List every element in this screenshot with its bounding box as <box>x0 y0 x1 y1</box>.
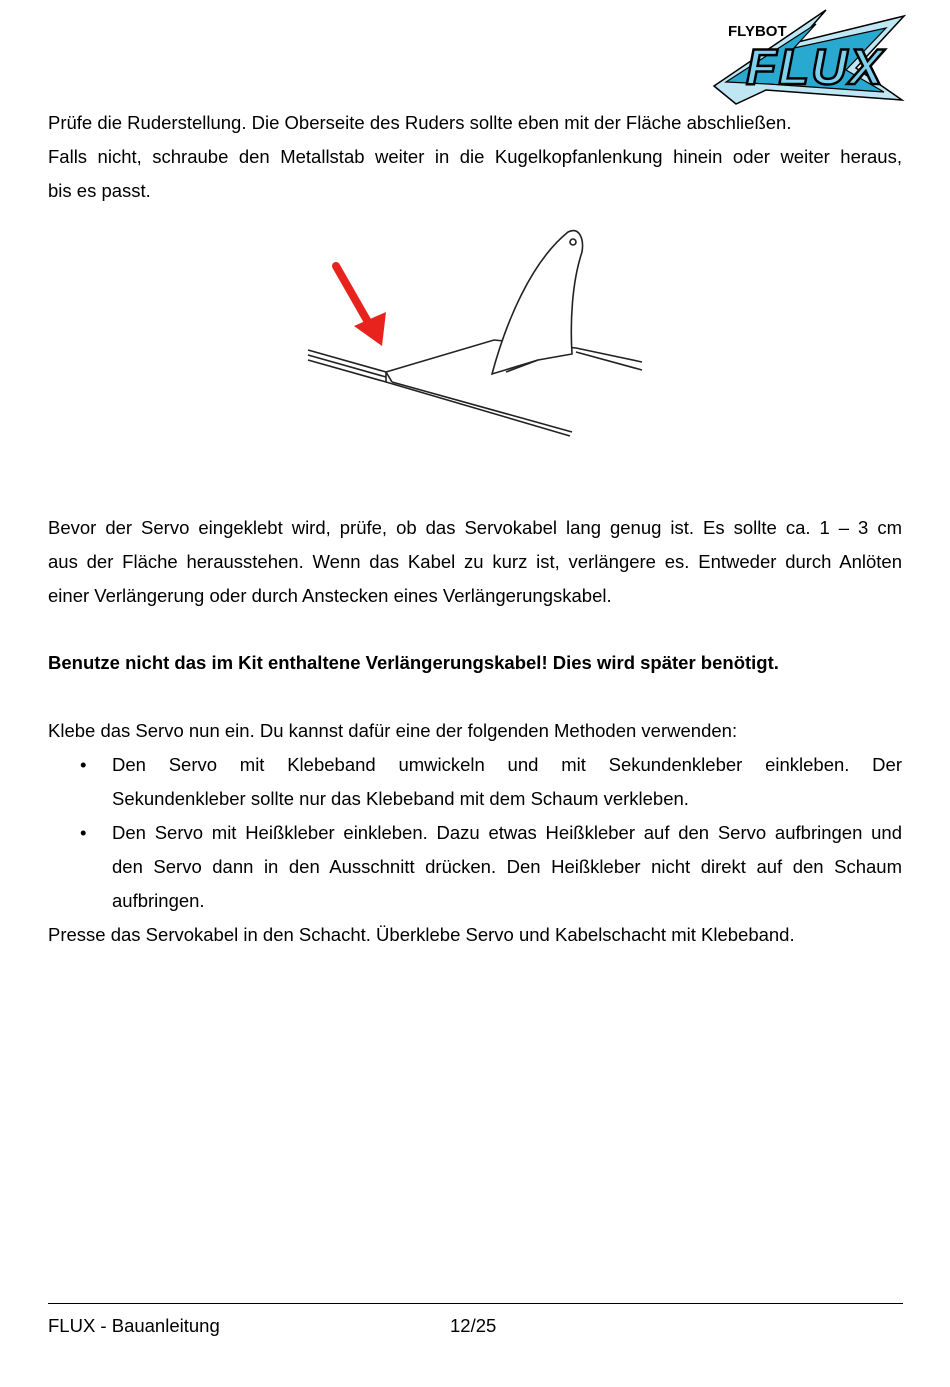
intro-line-3: bis es passt. <box>48 180 151 201</box>
wing-surface-drawing <box>308 340 642 436</box>
flybot-flux-logo <box>706 8 906 106</box>
bullet-2-line-3: aufbringen. <box>112 890 205 911</box>
warning-text: Benutze nicht das im Kit enthaltene Verlängerungskabel! Dies wird später benötigt. <box>48 652 779 673</box>
intro-line-2: Falls nicht, schraube den Metallstab weiter in die Kugelkopfanlenkung hinein oder weiter heraus, <box>48 146 902 167</box>
footer-title: FLUX - Bauanleitung <box>48 1315 220 1336</box>
glue-intro: Klebe das Servo nun ein. Du kannst dafür eine der folgenden Methoden verwenden: <box>48 720 738 741</box>
intro-paragraph <box>48 106 902 208</box>
control-horn-drawing <box>492 231 582 374</box>
bullet-icon: • <box>80 822 87 843</box>
bullet-1-line-2: Sekundenkleber sollte nur das Klebeband mit dem Schaum verkleben. <box>112 788 689 809</box>
glue-closing: Presse das Servokabel in den Schacht. Überklebe Servo und Kabelschacht mit Klebeband. <box>48 924 795 945</box>
bullet-icon: • <box>80 754 87 775</box>
bullet-1-line-1: Den Servo mit Klebeband umwickeln und mit Sekundenkleber einkleben. Der <box>112 754 902 775</box>
list-item <box>48 816 902 918</box>
intro-line-1: Prüfe die Ruderstellung. Die Oberseite des Ruders sollte eben mit der Fläche abschließen. <box>48 112 792 133</box>
servo-cable-line-3: einer Verlängerung oder durch Anstecken eines Verlängerungskabel. <box>48 585 612 606</box>
control-horn-figure <box>306 222 648 444</box>
logo-top-text: FLYBOT <box>728 23 787 40</box>
servo-cable-line-1: Bevor der Servo eingeklebt wird, prüfe, ob das Servokabel lang genug ist. Es sollte ca. 1 – 3 cm <box>48 517 902 538</box>
logo-main-text: FLUX <box>746 39 885 95</box>
red-arrow <box>336 266 386 346</box>
bullet-2-line-2: den Servo dann in den Ausschnitt drücken. Den Heißkleber nicht direkt auf den Schaum <box>112 856 902 877</box>
page-number: 12/25 <box>450 1315 497 1336</box>
servo-cable-paragraph <box>48 511 902 613</box>
list-item <box>48 748 902 816</box>
bullet-2-line-1: Den Servo mit Heißkleber einkleben. Dazu etwas Heißkleber auf den Servo aufbringen und <box>112 822 902 843</box>
footer-divider <box>48 1303 903 1304</box>
servo-cable-line-2: aus der Fläche herausstehen. Wenn das Kabel zu kurz ist, verlängere es. Entweder durch Anlöten <box>48 551 902 572</box>
